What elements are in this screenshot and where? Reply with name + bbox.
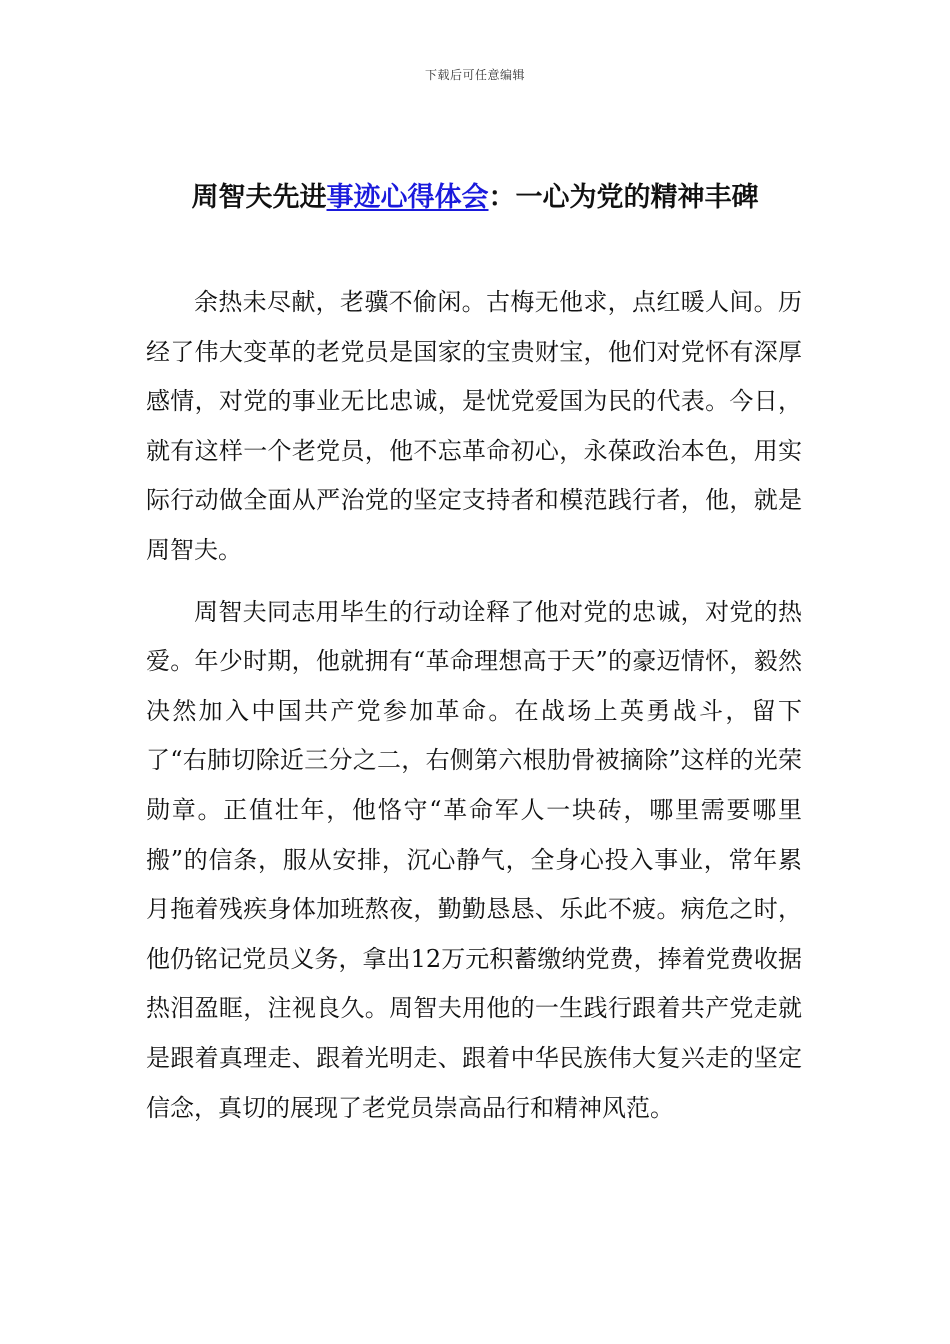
title-suffix: ：一心为党的精神丰碑 [488, 182, 759, 213]
article-body [146, 278, 802, 1145]
page-title [0, 178, 950, 218]
paragraph-1: 余热未尽献，老骥不偷闲。古梅无他求，点红暖人间。历经了伟大变革的老党员是国家的宝贵财宝，他们对党怀有深厚感情，对党的事业无比忠诚，是忧党爱国为民的代表。今日，就有这样一个老党员，他不忘革命初心，永葆政治本色，用实际行动做全面从严治党的坚定支持者和模范践行者，他，就是周智夫。 [146, 288, 802, 564]
title-prefix: 周智夫先进 [191, 182, 327, 213]
paragraph-2: 周智夫同志用毕生的行动诠释了他对党的忠诚，对党的热爱。年少时期，他就拥有“革命理想高于天”的豪迈情怀，毅然决然加入中国共产党参加革命。在战场上英勇战斗，留下了“右肺切除近三分之二，右侧第六根肋骨被摘除”这样的光荣勋章。正值壮年，他恪守“革命军人一块砖，哪里需要哪里搬”的信条，服从安排，沉心静气，全身心投入事业，常年累月拖着残疾身体加班熬夜，勤勤恳恳、乐此不疲。病危之时，他仍铭记党员义务，拿出12万元积蓄缴纳党费，捧着党费收据热泪盈眶，注视良久。周智夫用他的一生践行跟着共产党走就是跟着真理走、跟着光明走、跟着中华民族伟大复兴走的坚定信念，真切的展现了老党员崇高品行和精神风范。 [146, 597, 802, 1122]
title-link[interactable]: 事迹心得体会 [326, 182, 489, 213]
header-note: 下载后可任意编辑 [424, 68, 525, 82]
